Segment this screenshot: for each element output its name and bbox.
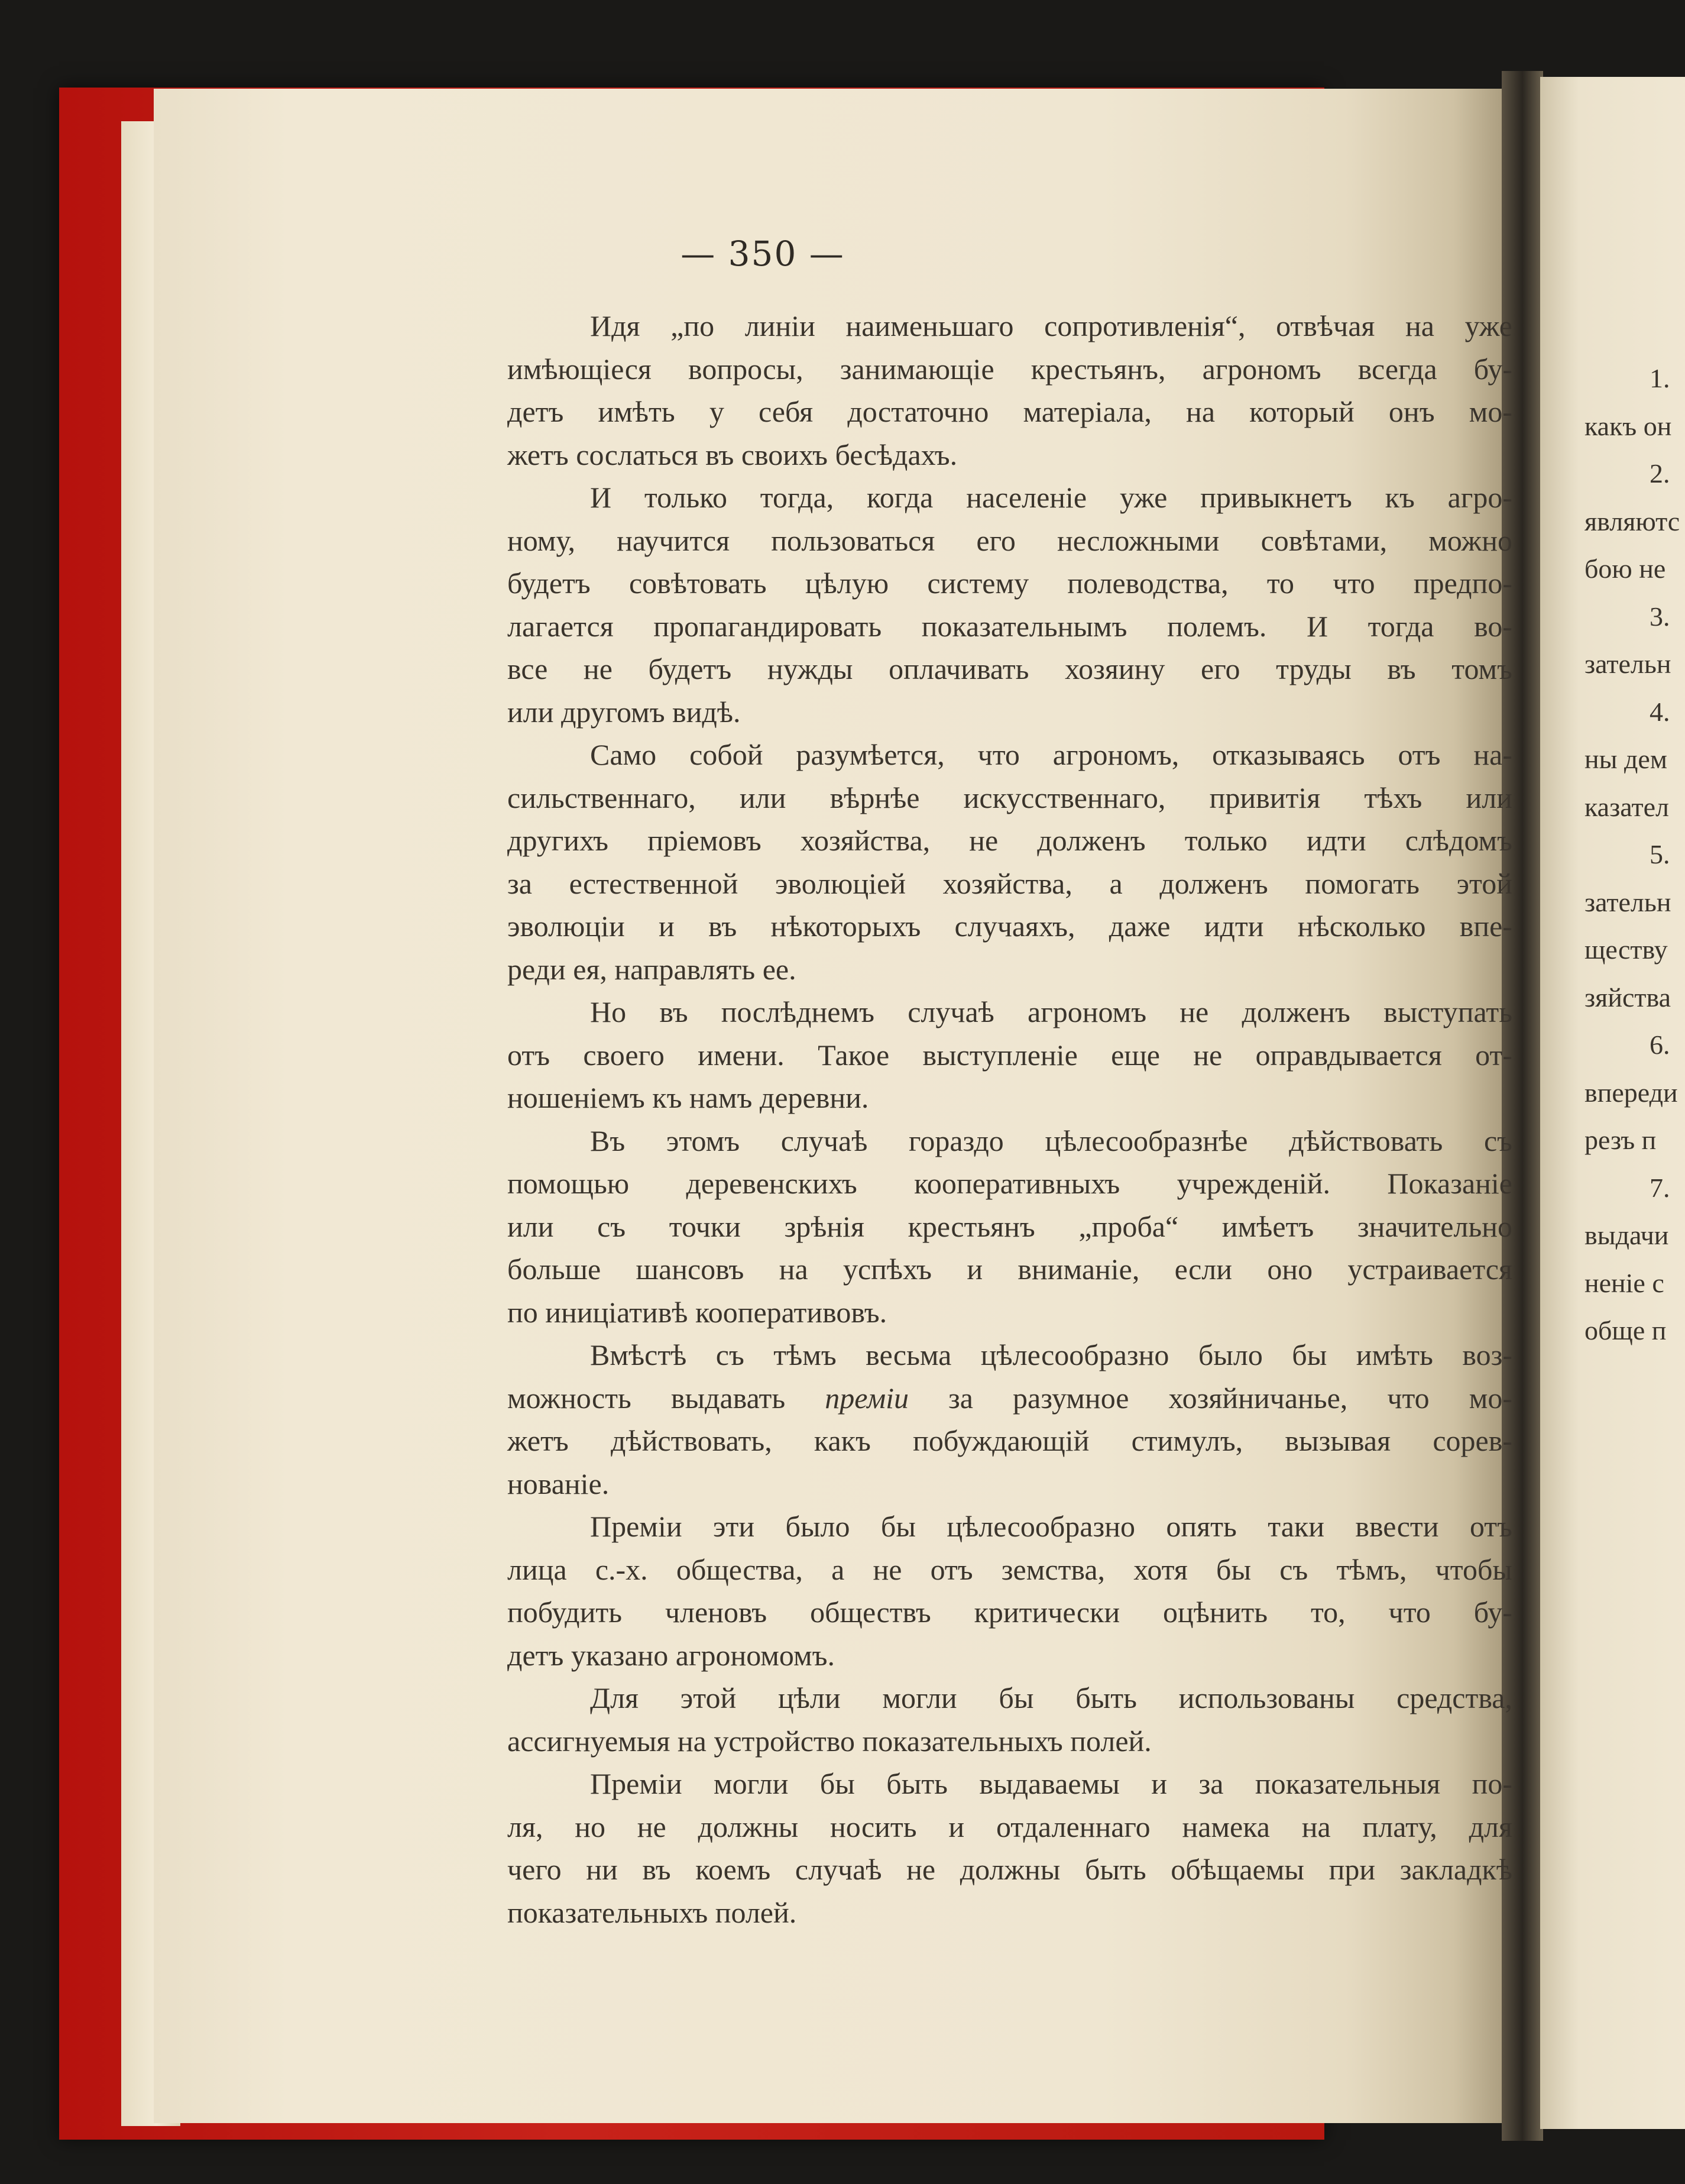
text-line: другихъ пріемовъ хозяйства, не долженъ только идти слѣдомъ bbox=[507, 824, 1512, 857]
text-line: или съ точки зрѣнія крестьянъ „проба“ имѣетъ значительно bbox=[507, 1209, 1512, 1243]
text-line: по иниціативѣ кооперативовъ. bbox=[507, 1295, 887, 1329]
right-page-line: неніе с bbox=[1584, 1267, 1664, 1298]
text-line: помощью деревенскихъ кооперативныхъ учрежденій. Показаніе bbox=[507, 1167, 1512, 1200]
right-page-line: зательн bbox=[1584, 649, 1671, 679]
emphasis-word: преміи bbox=[825, 1381, 909, 1415]
paragraph bbox=[507, 476, 1512, 733]
paragraph bbox=[507, 1505, 1512, 1677]
text-line: за естественной эволюціей хозяйства, а долженъ помогать этой bbox=[507, 866, 1512, 900]
text-line: все не будетъ нужды оплачивать хозяину его труды въ томъ bbox=[507, 652, 1512, 685]
text-line: реди ея, направлять ее. bbox=[507, 952, 796, 986]
body-text bbox=[507, 305, 1512, 1934]
right-page-line: 1. bbox=[1650, 363, 1670, 393]
paragraph bbox=[507, 733, 1512, 991]
right-page-line: ществу bbox=[1584, 934, 1668, 965]
text-line: сильственнаго, или вѣрнѣе искусственнаго, привитія тѣхъ или bbox=[507, 781, 1512, 814]
text-line: побудить членовъ обществъ критически оцѣнить то, что бу- bbox=[507, 1596, 1512, 1629]
paragraph bbox=[507, 305, 1512, 476]
text-line: Само собой разумѣется, что агрономъ, отказываясь отъ на- bbox=[590, 738, 1512, 771]
paragraph bbox=[507, 1677, 1512, 1762]
text-line: Для этой цѣли могли бы быть использованы средства, bbox=[590, 1681, 1512, 1714]
text-line: И только тогда, когда населеніе уже привыкнетъ къ агро- bbox=[590, 481, 1512, 514]
right-page-line: ны дем bbox=[1584, 744, 1667, 774]
text-line: имѣющіеся вопросы, занимающіе крестьянъ, агрономъ всегда бу- bbox=[507, 352, 1512, 386]
text-line: ля, но не должны носить и отдаленнаго намека на плату, для bbox=[507, 1810, 1512, 1843]
text-line: или другомъ видѣ. bbox=[507, 695, 741, 729]
right-page-line: обще п bbox=[1584, 1315, 1667, 1345]
right-page-line: выдачи bbox=[1584, 1220, 1669, 1250]
right-page-line: впереди bbox=[1584, 1077, 1678, 1108]
right-page-line: казател bbox=[1584, 791, 1669, 822]
right-page-line: 5. bbox=[1650, 839, 1670, 869]
right-page-line: бою не bbox=[1584, 554, 1666, 584]
page-number: — 350 — bbox=[681, 234, 845, 274]
text-line: ношеніемъ къ намъ деревни. bbox=[507, 1081, 869, 1114]
paragraph bbox=[507, 1762, 1512, 1934]
text-line: Преміи могли бы быть выдаваемы и за показательныя по- bbox=[590, 1767, 1512, 1800]
paragraph bbox=[507, 1119, 1512, 1334]
right-page-text bbox=[1584, 355, 1680, 1355]
right-page-line: 6. bbox=[1650, 1030, 1670, 1060]
right-page-line: 4. bbox=[1650, 696, 1670, 727]
text-line: лица с.-х. общества, а не отъ земства, хотя бы съ тѣмъ, чтобы bbox=[507, 1552, 1512, 1586]
right-page-line: являютс bbox=[1584, 506, 1680, 536]
text-line: Но въ послѣднемъ случаѣ агрономъ не долженъ выступать bbox=[590, 995, 1512, 1028]
paragraph bbox=[507, 991, 1512, 1119]
text-line: детъ указано агрономомъ. bbox=[507, 1638, 835, 1672]
text-line: Преміи эти было бы цѣлесообразно опять таки ввести отъ bbox=[590, 1510, 1512, 1543]
text-line: жетъ сослаться въ своихъ бесѣдахъ. bbox=[507, 438, 958, 471]
text-line: показательныхъ полей. bbox=[507, 1895, 797, 1929]
text-line: больше шансовъ на успѣхъ и вниманіе, если оно устраивается bbox=[507, 1253, 1512, 1286]
text-line: отъ своего имени. Такое выступленіе еще не оправдывается от- bbox=[507, 1038, 1512, 1072]
right-page-line: резъ п bbox=[1584, 1125, 1657, 1155]
right-page-line: 2. bbox=[1650, 458, 1670, 488]
text-line: можность выдавать преміи за разумное хозяйничанье, что мо- bbox=[507, 1381, 1513, 1415]
text-line: ассигнуемыя на устройство показательныхъ полей. bbox=[507, 1724, 1152, 1758]
right-page-line: какъ он bbox=[1584, 410, 1672, 441]
paragraph bbox=[507, 1334, 1512, 1505]
text-line: ному, научится пользоваться его несложными совѣтами, можно bbox=[507, 523, 1512, 557]
text-line: нованіе. bbox=[507, 1467, 610, 1500]
text-line: Вмѣстѣ съ тѣмъ весьма цѣлесообразно было бы имѣть воз- bbox=[590, 1338, 1512, 1371]
text-line: эволюціи и въ нѣкоторыхъ случаяхъ, даже идти нѣсколько впе- bbox=[507, 910, 1512, 943]
text-line: лагается пропагандировать показательнымъ полемъ. И тогда во- bbox=[507, 609, 1512, 643]
text-line: детъ имѣть у себя достаточно матеріала, на который онъ мо- bbox=[507, 395, 1512, 428]
right-page-line: зяйства bbox=[1584, 982, 1671, 1012]
text-line: жетъ дѣйствовать, какъ побуждающій стимулъ, вызывая сорев- bbox=[507, 1424, 1512, 1457]
right-page-line: 7. bbox=[1650, 1172, 1670, 1203]
text-line: Идя „по линіи наименьшаго сопротивленія“, отвѣчая на уже bbox=[590, 309, 1512, 342]
right-page-line: зательн bbox=[1584, 886, 1671, 917]
text-line: Въ этомъ случаѣ гораздо цѣлесообразнѣе дѣйствовать съ bbox=[590, 1124, 1512, 1157]
right-page-line: 3. bbox=[1650, 601, 1670, 632]
text-line: будетъ совѣтовать цѣлую систему полеводства, то что предпо- bbox=[507, 567, 1512, 600]
text-line: чего ни въ коемъ случаѣ не должны быть обѣщаемы при закладкѣ bbox=[507, 1853, 1512, 1886]
